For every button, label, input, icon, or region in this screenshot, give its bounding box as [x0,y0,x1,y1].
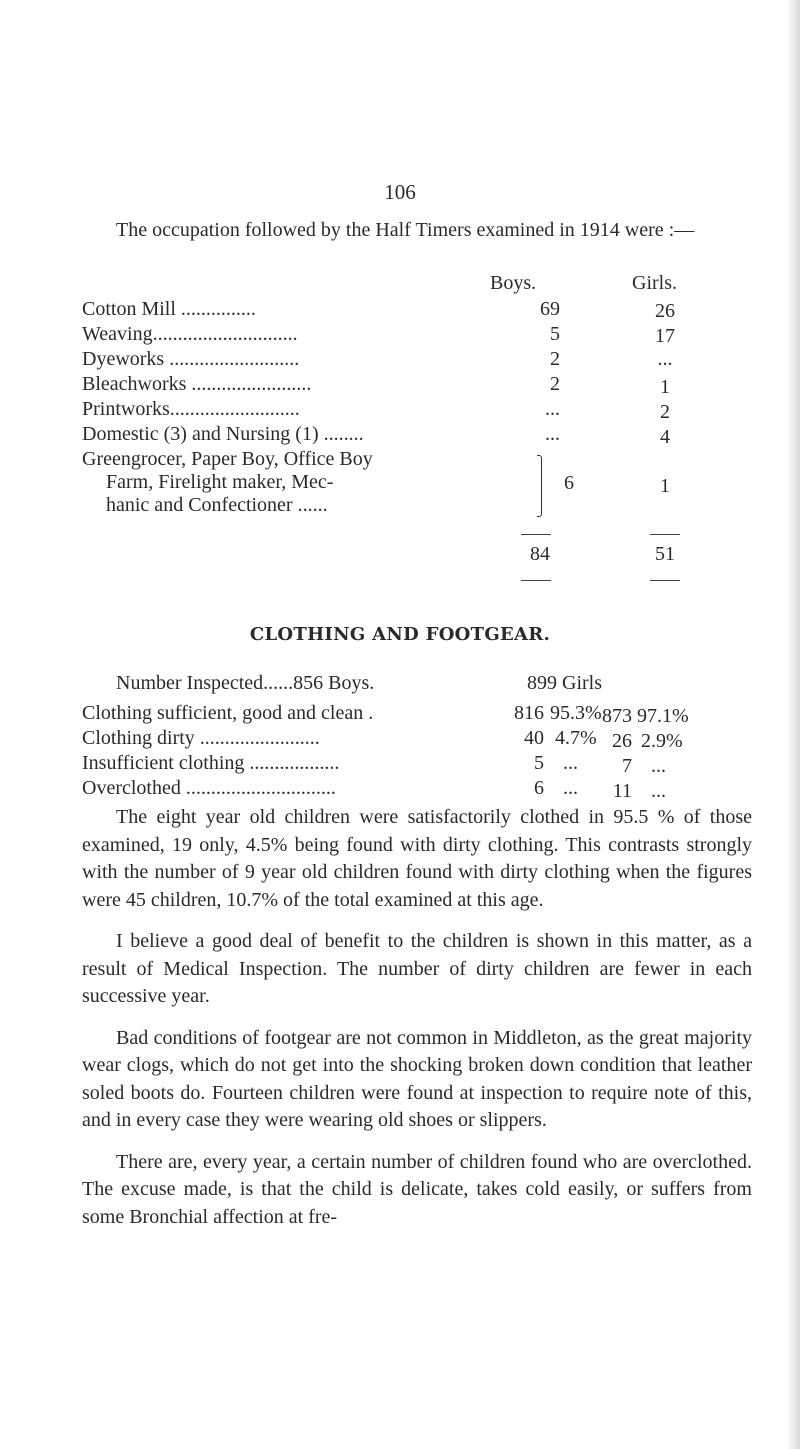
girls-count: 11 [612,780,632,802]
page-number: 106 [384,180,416,204]
boys-value: 69 [540,298,560,320]
total-rule-boys-bottom [521,580,551,581]
col-header-boys: Boys. [490,272,537,294]
girls-value: 26 [655,300,675,322]
clothing-label: Clothing sufficient, good and clean . [82,702,374,724]
occupation-label: Domestic (3) and Nursing (1) [82,423,319,445]
girls-count: 873 [602,705,632,727]
girls-value: 4 [660,426,670,448]
paragraph: There are, every year, a certain number of children found who are overclothed. The excuse made, is that the child is delicate, takes cold easily, or suffers from some Bronchial affection at fre- [82,1150,752,1228]
total-rule-boys-top [521,534,551,535]
occupation-label: Dyeworks [82,348,165,370]
group-line-3: hanic and Confectioner [106,494,293,516]
girls-value: 2 [660,401,670,423]
occupation-label: Cotton Mill [82,298,176,320]
girls-value: 1 [660,376,670,398]
girls-count: 7 [622,755,632,777]
boys-count: 5 [534,752,544,774]
paragraph: The eight year old children were satisfactorily clothed in 95.5 % of those examined, 19 only, 4.5% being found with dirty clothing. This contrasts strongly with the number of 9 year old children found with dirty clothing when the figures were 45 children, 10.7% of the total examined at this age. [82,806,752,911]
paragraph: Bad conditions of footgear are not common in Middleton, as the great majority wear clogs, which do not get into the shocking broken down condition that leather soled boots do. Fourteen children were found at inspection to require note of this, and in every case they were wearing old shoes or slippers. [82,1026,752,1131]
boys-value: ... [545,398,560,420]
clothing-label: Insufficient clothing [82,752,245,774]
total-rule-girls-top [650,534,680,535]
boys-value: 5 [550,323,560,345]
girls-inspected: 899 Girls [527,672,602,694]
total-boys: 84 [530,543,550,565]
boys-percent: 95.3% [550,702,602,724]
girls-count: 26 [612,730,632,752]
boys-value: ... [545,423,560,445]
boys-percent: ... [563,752,578,774]
girls-value: 17 [655,325,675,347]
boys-percent: ... [563,777,578,799]
occupation-label: Weaving [82,323,153,345]
girls-percent: ... [651,755,666,777]
girls-value: ... [657,348,673,370]
occupation-label: Bleachworks [82,373,187,395]
total-rule-girls-bottom [650,580,680,581]
group-line-1: Greengrocer, Paper Boy, Office Boy [82,448,373,470]
group-line-2: Farm, Firelight maker, Mec- [106,471,334,493]
col-header-girls: Girls. [632,272,677,294]
paragraph: I believe a good deal of benefit to the children is shown in this matter, as a result of Medical Inspection. The number of dirty children are fewer in each successive year. [82,930,752,1007]
clothing-label: Overclothed [82,777,181,799]
total-girls: 51 [655,543,675,565]
group-boys-value: 6 [564,472,574,494]
section-heading: CLOTHING AND FOOTGEAR. [249,624,551,645]
girls-percent: 2.9% [641,730,683,752]
number-inspected: Number Inspected......856 Boys. [116,672,375,694]
boys-count: 6 [534,777,544,799]
body-text [82,804,752,1231]
occupation-label: Printworks [82,398,170,420]
girls-percent: 97.1% [637,705,689,727]
page-edge-shadow [786,0,800,1449]
intro-text: The occupation followed by the Half Timers examined in 1914 were :— [116,219,695,241]
boys-value: 2 [550,348,560,370]
boys-count: 816 [514,702,544,724]
group-girls-value: 1 [660,475,670,497]
boys-percent: 4.7% [555,727,597,749]
clothing-label: Clothing dirty [82,727,195,749]
boys-count: 40 [524,727,544,749]
boys-value: 2 [550,373,560,395]
girls-percent: ... [651,780,666,802]
